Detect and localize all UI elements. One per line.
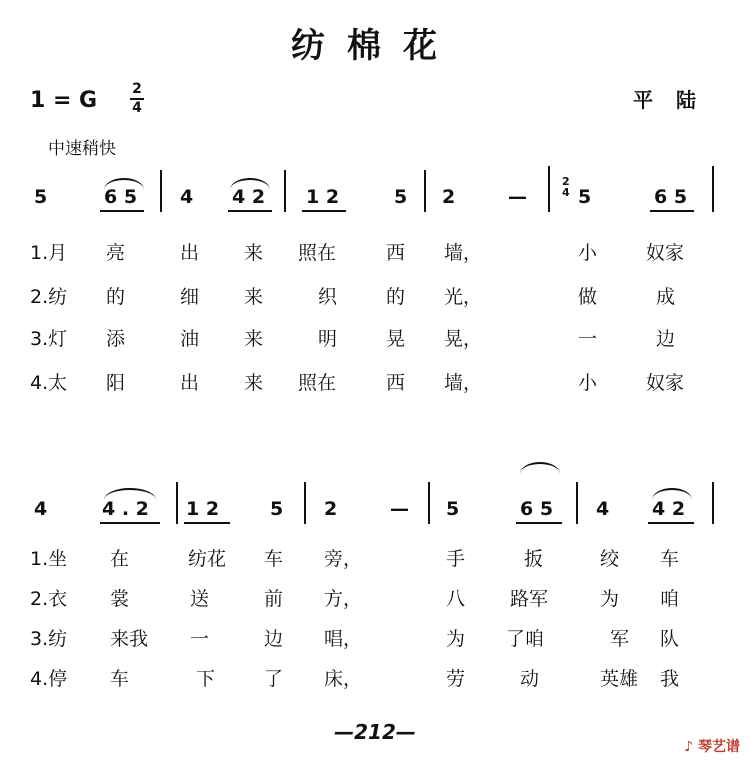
note: — xyxy=(390,498,409,520)
lyric: 方， xyxy=(324,588,363,610)
lyric: 阳 xyxy=(106,372,126,394)
lyric: 1.月 xyxy=(30,242,68,264)
barline xyxy=(548,166,550,212)
lyric: 为 xyxy=(600,588,620,610)
barline xyxy=(176,482,178,524)
lyric: 唱， xyxy=(324,628,363,650)
lyric: 前 xyxy=(264,588,284,610)
lyric: 我 xyxy=(660,668,680,690)
lyric: 奴家 xyxy=(646,372,685,394)
lyric: 纺花 xyxy=(188,548,227,570)
inline-time-signature-bottom: 4 xyxy=(562,186,570,199)
note: 5 xyxy=(446,498,460,520)
barline xyxy=(576,482,578,524)
underline xyxy=(228,210,272,212)
song-title: 纺棉花 xyxy=(291,26,459,66)
lyric: 车 xyxy=(660,548,680,570)
underline xyxy=(516,522,562,524)
lyric: 一 xyxy=(578,328,598,350)
lyric: 1.坐 xyxy=(30,548,68,570)
lyric: 西 xyxy=(386,372,406,394)
lyric: 来 xyxy=(244,328,264,350)
lyric: 4.太 xyxy=(30,372,68,394)
lyric: 添 xyxy=(106,328,126,350)
lyric: 队 xyxy=(660,628,680,650)
barline xyxy=(304,482,306,524)
note: 4 xyxy=(34,498,48,520)
lyric: 小 xyxy=(578,372,598,394)
lyric: 奴家 xyxy=(646,242,685,264)
note: 1 2 xyxy=(306,186,340,208)
inline-time-signature xyxy=(562,176,570,198)
barline xyxy=(424,170,426,212)
lyric: 光， xyxy=(444,286,483,308)
note: 5 xyxy=(270,498,284,520)
lyric: 八 xyxy=(446,588,466,610)
lyric: 做 xyxy=(578,286,598,308)
lyric: 出 xyxy=(180,372,200,394)
lyric: 3.纺 xyxy=(30,628,68,650)
note: 6 5 xyxy=(104,186,138,208)
lyric: 的 xyxy=(106,286,126,308)
lyric: 油 xyxy=(180,328,200,350)
lyric: 来 xyxy=(244,242,264,264)
lyric: 的 xyxy=(386,286,406,308)
slur xyxy=(104,178,144,190)
underline xyxy=(302,210,346,212)
time-signature-bottom: 4 xyxy=(132,100,142,116)
lyric: 晃 xyxy=(386,328,406,350)
barline xyxy=(160,170,162,212)
note: 4 xyxy=(596,498,610,520)
lyric: 西 xyxy=(386,242,406,264)
slur xyxy=(230,178,270,190)
barline xyxy=(712,482,714,524)
barline xyxy=(712,166,714,212)
lyric: 军 xyxy=(610,628,630,650)
lyric: 下 xyxy=(196,668,216,690)
note: 4 2 xyxy=(232,186,266,208)
slur xyxy=(104,488,156,500)
lyric: 一 xyxy=(190,628,210,650)
inline-time-signature-top: 2 xyxy=(562,175,570,188)
note: 2 xyxy=(442,186,456,208)
time-signature-top: 2 xyxy=(132,81,142,97)
lyric: 亮 xyxy=(106,242,126,264)
lyric: 为 xyxy=(446,628,466,650)
time-signature xyxy=(130,82,144,116)
lyric: 小 xyxy=(578,242,598,264)
lyric: 来我 xyxy=(110,628,149,650)
barline xyxy=(428,482,430,524)
note: 4 2 xyxy=(652,498,686,520)
lyric: 床， xyxy=(324,668,363,690)
lyric: 车 xyxy=(264,548,284,570)
watermark-logo xyxy=(684,736,740,756)
lyric: 英雄 xyxy=(600,668,639,690)
note: 5 xyxy=(394,186,408,208)
note: 2 xyxy=(324,498,338,520)
underline xyxy=(100,210,144,212)
lyric: 来 xyxy=(244,286,264,308)
lyric: 2.纺 xyxy=(30,286,68,308)
note: 1 2 xyxy=(186,498,220,520)
lyric: 劳 xyxy=(446,668,466,690)
key-signature: 1 = G xyxy=(30,88,98,113)
note: 6 5 xyxy=(520,498,554,520)
lyric: 明 xyxy=(318,328,338,350)
note: 4 xyxy=(180,186,194,208)
lyric: 照在 xyxy=(298,242,337,264)
lyric: 4.停 xyxy=(30,668,68,690)
lyric: 动 xyxy=(520,668,540,690)
watermark-text: 琴艺谱 xyxy=(698,739,740,755)
credit: 平 陆 xyxy=(633,88,704,112)
lyric: 送 xyxy=(190,588,210,610)
lyric: 来 xyxy=(244,372,264,394)
underline xyxy=(184,522,230,524)
lyric: 照在 xyxy=(298,372,337,394)
lyric: 细 xyxy=(180,286,200,308)
lyric: 墙， xyxy=(444,372,483,394)
lyric: 扳 xyxy=(524,548,544,570)
barline xyxy=(284,170,286,212)
lyric: 边 xyxy=(264,628,284,650)
lyric: 手 xyxy=(446,548,466,570)
lyric: 出 xyxy=(180,242,200,264)
lyric: 咱 xyxy=(660,588,680,610)
lyric: 车 xyxy=(110,668,130,690)
underline xyxy=(650,210,694,212)
lyric: 墙， xyxy=(444,242,483,264)
note: 5 xyxy=(34,186,48,208)
underline xyxy=(100,522,160,524)
slur xyxy=(520,462,560,474)
note: — xyxy=(508,186,527,208)
slur xyxy=(652,488,692,500)
lyric: 3.灯 xyxy=(30,328,68,350)
logo-icon: ♪ xyxy=(684,739,694,755)
lyric: 了 xyxy=(264,668,284,690)
note: 4 . 2 xyxy=(102,498,149,520)
lyric: 旁， xyxy=(324,548,363,570)
lyric: 绞 xyxy=(600,548,620,570)
lyric: 裳 xyxy=(110,588,130,610)
lyric: 2.衣 xyxy=(30,588,68,610)
lyric: 了咱 xyxy=(506,628,545,650)
note: 5 xyxy=(578,186,592,208)
note: 6 5 xyxy=(654,186,688,208)
lyric: 边 xyxy=(656,328,676,350)
lyric: 路军 xyxy=(510,588,549,610)
underline xyxy=(648,522,694,524)
page-number: —212— xyxy=(334,720,416,744)
lyric: 晃， xyxy=(444,328,483,350)
lyric: 成 xyxy=(656,286,676,308)
lyric: 在 xyxy=(110,548,130,570)
tempo-marking: 中速稍快 xyxy=(48,139,116,159)
lyric: 织 xyxy=(318,286,338,308)
